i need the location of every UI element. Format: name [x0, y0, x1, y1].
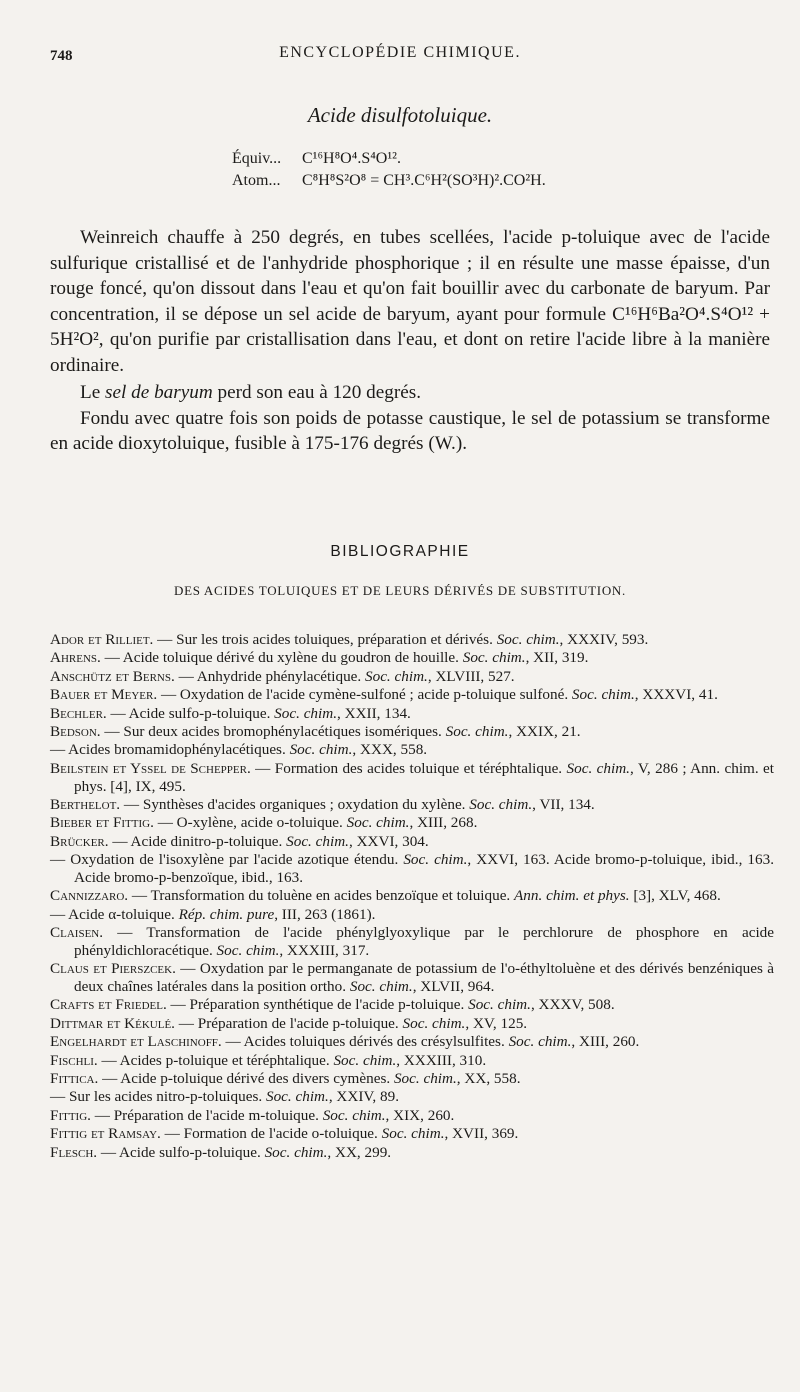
bibliography-entry	[50, 631, 774, 649]
bibliography-entry	[50, 705, 774, 723]
atom-formula: C⁸H⁸S²O⁸ = CH³.C⁶H²(SO³H)².CO²H.	[302, 172, 546, 189]
entry-text: — Oxydation par le permanganate de potassium de l'o-éthyltoluène et des dérivés benzéniques à deux chaînes latérales dans la position ortho.	[74, 960, 775, 996]
entry-text: — Transformation de l'acide phénylglyoxylique par le perchlorure de phosphore en acide phényldichloracétique.	[74, 924, 774, 959]
entry-journal: Soc. chim.	[265, 1088, 329, 1106]
entry-text: — O-xylène, acide o-toluique.	[153, 814, 347, 832]
paragraph-3: Fondu avec quatre fois son poids de potasse caustique, le sel de potassium se transforme en acide dioxytoluique, fusible à 175-176 degrés (W.).	[50, 407, 770, 454]
entry-journal: Soc. chim.	[508, 1033, 572, 1051]
entry-text: — Acide sulfo-p-toluique.	[97, 1143, 265, 1161]
entry-text: — Formation de l'acide o-toluique.	[160, 1125, 382, 1143]
entry-author: Claus et Pierszcek.	[50, 960, 176, 978]
entry-journal: Soc. chim.	[571, 686, 635, 704]
entry-text: — Sur les acides nitro-p-toluiques.	[50, 1088, 266, 1106]
entry-author: Anschütz et Berns.	[50, 667, 175, 685]
entry-text: — Acide α-toluique.	[50, 905, 179, 923]
entry-author: Fittig.	[50, 1106, 91, 1124]
entry-reference: , VII, 134.	[532, 795, 595, 813]
bibliography-entry	[50, 741, 774, 759]
entry-author: Claisen.	[50, 924, 104, 942]
entry-author: Crafts et Friedel.	[50, 996, 167, 1014]
entry-author: Bedson.	[50, 722, 101, 740]
entry-journal: Soc. chim.	[346, 814, 410, 832]
entry-journal: Soc. chim.	[264, 1143, 328, 1161]
entry-journal: Soc. chim.	[468, 996, 531, 1014]
entry-author: Cannizzaro.	[50, 887, 129, 905]
entry-reference: , XXVI, 304.	[348, 832, 429, 850]
entry-reference: , XXIV, 89.	[328, 1088, 399, 1106]
bibliography-entry	[50, 649, 774, 667]
entry-author: Berthelot.	[50, 795, 121, 813]
entry-text: — Transformation du toluène en acides benzoïque et toluique.	[128, 887, 515, 905]
entry-author: Flesch.	[50, 1143, 98, 1161]
entry-text: — Synthèses d'acides organiques ; oxydation du xylène.	[120, 795, 470, 813]
p2-post: perd son eau à 120 degrés.	[212, 382, 422, 403]
bibliography-entry	[50, 996, 774, 1014]
page-number: 748	[50, 48, 73, 64]
entry-text: — Oxydation de l'isoxylène par l'acide azotique étendu.	[50, 851, 404, 869]
entry-author: Brücker.	[50, 832, 109, 850]
entry-reference: , XXXIII, 310.	[396, 1051, 487, 1069]
bibliography-entry	[50, 1070, 774, 1088]
bibliography-entry	[50, 906, 774, 924]
main-text	[50, 225, 770, 457]
entry-journal: Rép. chim. pure	[178, 905, 275, 923]
entry-text: — Sur deux acides bromophénylacétiques isomériques.	[100, 722, 446, 740]
entry-reference: , XIX, 260.	[385, 1106, 455, 1124]
bibliography-entry	[50, 851, 774, 887]
entry-text: — Préparation synthétique de l'acide p-toluique.	[166, 996, 469, 1014]
entry-text: — Formation des acides toluique et téréphtalique.	[250, 759, 567, 777]
entry-author: Fittica.	[50, 1070, 99, 1087]
entry-text: — Acides p-toluique et téréphtalique.	[97, 1051, 334, 1069]
entry-author: Dittmar et Kékulé.	[50, 1014, 175, 1032]
entry-journal: Soc. chim.	[496, 631, 560, 648]
bibliography-entry	[50, 1015, 774, 1033]
entry-journal: Soc. chim.	[403, 851, 468, 869]
bibliography-entry	[50, 1125, 774, 1143]
bibliography-entry	[50, 1088, 774, 1106]
entry-journal: Soc. chim.	[289, 741, 353, 759]
entry-journal: Soc. chim.	[333, 1051, 397, 1069]
entry-reference: , XLVIII, 527.	[427, 667, 515, 685]
entry-reference: , XXXIII, 317.	[279, 941, 370, 959]
bibliography-entry	[50, 760, 774, 796]
entry-text: — Oxydation de l'acide cymène-sulfoné ; acide p-toluique sulfoné.	[157, 686, 572, 704]
bibliography-entry	[50, 796, 774, 814]
p2-pre: Le	[80, 382, 106, 403]
entry-journal: Soc. chim.	[216, 941, 280, 959]
entry-reference: , XII, 319.	[525, 649, 589, 667]
entry-text: — Acide p-toluique dérivé des divers cymènes.	[98, 1070, 394, 1087]
bibliography-entry	[50, 723, 774, 741]
entry-reference: , XIII, 268.	[409, 814, 478, 832]
entry-reference: , XXXIV, 593.	[559, 631, 649, 648]
entry-journal: Soc. chim.	[393, 1070, 457, 1087]
bibliography-entry	[50, 668, 774, 686]
entry-author: Fischli.	[50, 1051, 98, 1069]
entry-text: — Préparation de l'acide m-toluique.	[90, 1106, 323, 1124]
bibliography-subtitle: DES ACIDES TOLUIQUES ET DE LEURS DÉRIVÉS DE SUBSTITUTION.	[174, 583, 626, 598]
entry-reference: , XV, 125.	[465, 1014, 528, 1032]
bibliography-entry	[50, 960, 774, 996]
entry-journal: Soc. chim.	[381, 1125, 445, 1143]
entry-text: — Acide dinitro-p-toluique.	[108, 832, 287, 850]
page-header	[50, 40, 750, 70]
entry-reference: , XVII, 369.	[444, 1125, 519, 1143]
entry-reference: , XXXV, 508.	[530, 996, 615, 1014]
paragraph-2	[50, 380, 770, 406]
equiv-formula: C¹⁶H⁸O⁴.S⁴O¹².	[302, 150, 401, 167]
entry-journal: Soc. chim.	[445, 722, 509, 740]
entry-journal: Ann. chim. et phys.	[514, 887, 630, 905]
entry-journal: Soc. chim.	[365, 667, 428, 685]
entry-reference: , XLVII, 964.	[412, 978, 495, 996]
bibliography-entry	[50, 1107, 774, 1125]
bibliography-entry	[50, 814, 774, 832]
bibliography-entry	[50, 833, 774, 851]
bibliography-title: BIBLIOGRAPHIE	[330, 543, 470, 560]
entry-journal: Soc. chim.	[274, 704, 338, 722]
bibliography-list	[50, 631, 774, 1162]
entry-reference: , XXVI, 163. Acide bromo-p-toluique, ibid., 163. Acide bromo-p-benzoïque, ibid., 163.	[74, 851, 774, 886]
bibliography-entry	[50, 887, 774, 905]
entry-text: — Acides bromamidophénylacétiques.	[50, 741, 290, 759]
entry-author: Ahrens.	[50, 649, 101, 667]
entry-reference: , XX, 558.	[456, 1070, 521, 1087]
equiv-label: Équiv...	[232, 150, 282, 167]
entry-author: Beilstein et Yssel de Schepper.	[50, 759, 251, 777]
entry-author: Engelhardt et Laschinoff.	[50, 1033, 222, 1051]
entry-journal: Soc. chim.	[462, 649, 526, 667]
entry-text: — Préparation de l'acide p-toluique.	[174, 1014, 403, 1032]
running-title: ENCYCLOPÉDIE CHIMIQUE.	[279, 44, 521, 61]
bibliography-entry	[50, 924, 774, 960]
entry-text: — Sur les trois acides toluiques, préparation et dérivés.	[153, 631, 497, 648]
entry-author: Bieber et Fittig.	[50, 814, 154, 832]
entry-author: Bauer et Meyer.	[50, 686, 158, 704]
entry-reference: [3], XLV, 468.	[629, 887, 721, 905]
entry-reference: , XXIX, 21.	[508, 722, 581, 740]
bibliography-entry	[50, 1144, 774, 1162]
entry-reference: , XIII, 260.	[571, 1033, 640, 1051]
entry-author: Ador et Rilliet.	[50, 631, 154, 648]
entry-journal: Soc. chim.	[349, 978, 413, 996]
entry-journal: Soc. chim.	[566, 759, 630, 777]
entry-journal: Soc. chim.	[469, 795, 533, 813]
bibliography-entry	[50, 686, 774, 704]
bibliography-entry	[50, 1052, 774, 1070]
entry-reference: , XXX, 558.	[352, 741, 428, 759]
entry-author: Bechler.	[50, 704, 107, 722]
entry-text: — Acides toluiques dérivés des crésylsulfites.	[221, 1033, 509, 1051]
entry-reference: , V, 286 ; Ann. chim. et phys. [4], IX, 495.	[74, 759, 775, 795]
entry-text: — Anhydride phénylacétique.	[174, 667, 365, 685]
entry-text: — Acide toluique dérivé du xylène du goudron de houille.	[100, 649, 463, 667]
entry-author: Fittig et Ramsay.	[50, 1125, 161, 1143]
entry-journal: Soc. chim.	[286, 832, 349, 850]
entry-reference: , XXII, 134.	[337, 704, 411, 722]
entry-journal: Soc. chim.	[322, 1106, 386, 1124]
entry-reference: , XXXVI, 41.	[634, 686, 718, 704]
atom-label: Atom...	[232, 172, 281, 189]
entry-reference: , III, 263 (1861).	[274, 905, 376, 923]
entry-journal: Soc. chim.	[402, 1014, 466, 1032]
entry-reference: , XX, 299.	[327, 1143, 392, 1161]
paragraph-1: Weinreich chauffe à 250 degrés, en tubes scellées, l'acide p-toluique avec de l'acide sulfurique cristallisé et de l'anhydride phosphorique ; il en résulte une masse épaisse, d'un rouge foncé, qu'on dissout dans l'eau et qu'on fait bouillir avec du carbonate de baryum. Par concentration, il se dépose un sel acide de baryum, ayant pour formule C¹⁶H⁶Ba²O⁴.S⁴O¹² + 5H²O², qu'on purifie par cristallisation dans l'eau, et dont on retire l'acide libre à la manière ordinaire.	[50, 227, 770, 376]
p2-emphasis: sel de baryum	[105, 382, 213, 403]
section-title: Acide disulfotoluique.	[307, 103, 493, 127]
bibliography-entry	[50, 1033, 774, 1051]
entry-text: — Acide sulfo-p-toluique.	[106, 704, 275, 722]
